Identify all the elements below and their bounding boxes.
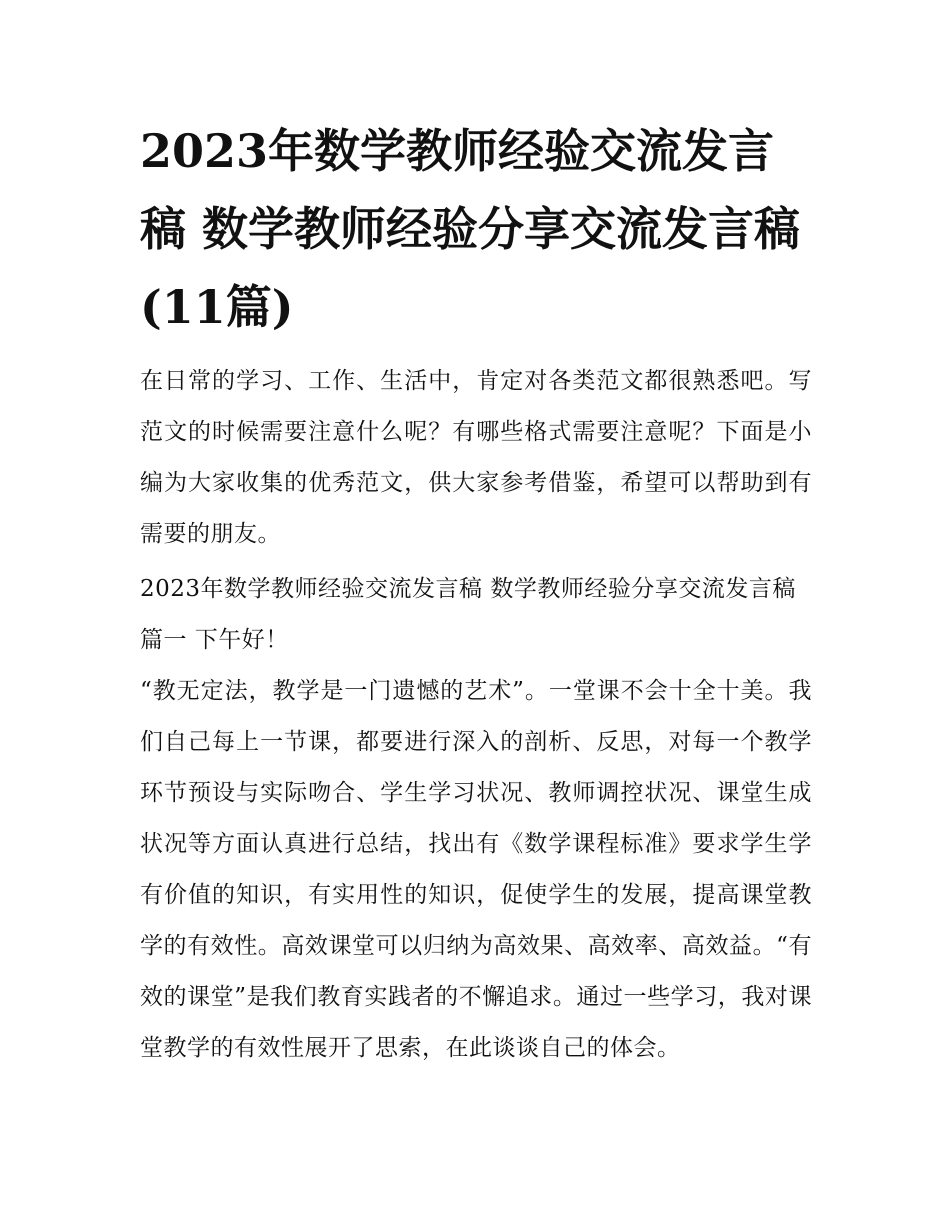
intro-paragraph: 在日常的学习、工作、生活中，肯定对各类范文都很熟悉吧。写范文的时候需要注意什么呢？有哪些格式需要注意呢？下面是小编为大家收集的优秀范文，供大家参考借鉴，希望可以帮助到有需要的朋友。: [140, 368, 812, 547]
document-body: [140, 356, 812, 1074]
document-title: 2023年数学教师经验交流发言稿 数学教师经验分享交流发言稿(11篇): [140, 124, 801, 334]
body-paragraph: “教无定法，教学是一门遗憾的艺术”。一堂课不会十全十美。我们自己每上一节课，都要进行深入的剖析、反思，对每一个教学环节预设与实际吻合、学生学习状况、教师调控状况、课堂生成状况等方面认真进行总结，找出有《数学课程标准》要求学生学有价值的知识，有实用性的知识，促使学生的发展，提高课堂教学的有效性。高效课堂可以归纳为高效果、高效率、高效益。“有效的课堂”是我们教育实践者的不懈追求。通过一些学习，我对课堂教学的有效性展开了思索，在此谈谈自己的体会。: [140, 678, 812, 1061]
section-heading: 2023年数学教师经验交流发言稿 数学教师经验分享交流发言稿篇一 下午好！: [140, 576, 796, 653]
document-page: [140, 112, 812, 1074]
